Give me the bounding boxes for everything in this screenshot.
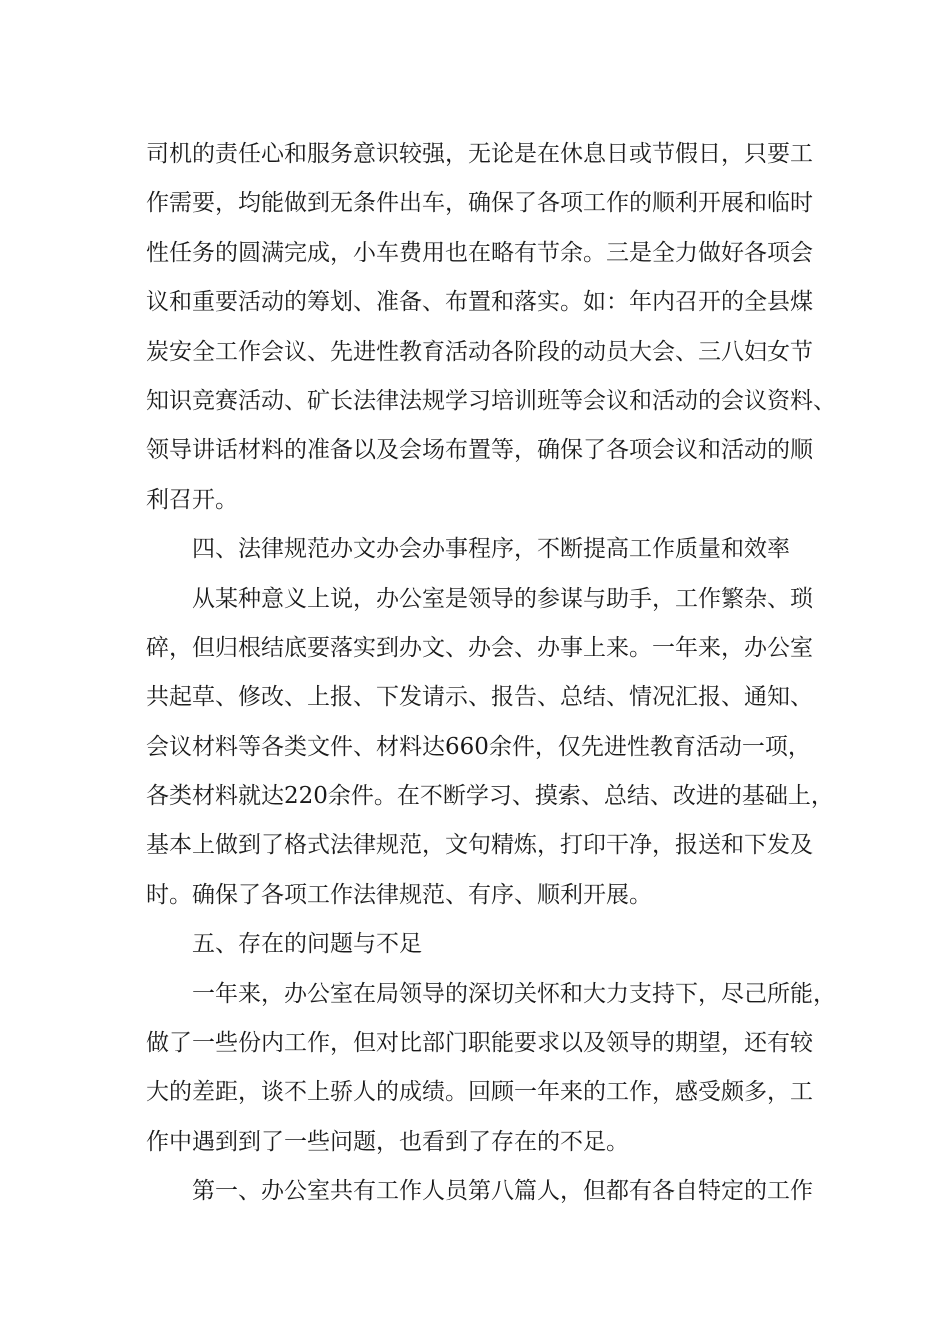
text-line: 议和重要活动的筹划、准备、布置和落实。如：年内召开的全县煤	[146, 289, 813, 316]
text-line: 领导讲话材料的准备以及会场布置等，确保了各项会议和活动的顺	[146, 437, 813, 464]
text-line: 各类材料就达220余件。在不断学习、摸索、总结、改进的基础上，	[146, 783, 834, 810]
text-line: 利召开。	[146, 486, 238, 513]
text-line: 性任务的圆满完成，小车费用也在略有节余。三是全力做好各项会	[146, 239, 813, 266]
text-line: 时。确保了各项工作法律规范、有序、顺利开展。	[146, 881, 652, 908]
text-line: 基本上做到了格式法律规范，文句精炼，打印干净，报送和下发及	[146, 832, 813, 859]
text-line: 作中遇到到了一些问题，也看到了存在的不足。	[146, 1128, 629, 1155]
text-line: 碎，但归根结底要落实到办文、办会、办事上来。一年来，办公室	[146, 634, 813, 661]
section-heading: 五、存在的问题与不足	[192, 931, 422, 958]
text-line: 知识竞赛活动、矿长法律法规学习培训班等会议和活动的会议资料、	[146, 387, 836, 414]
paragraph-start: 第一、办公室共有工作人员第八篇人，但都有各自特定的工作	[192, 1178, 813, 1205]
text-line: 作需要，均能做到无条件出车，确保了各项工作的顺利开展和临时	[146, 190, 813, 217]
paragraph-start: 从某种意义上说，办公室是领导的参谋与助手，工作繁杂、琐	[192, 585, 813, 612]
text-line: 做了一些份内工作，但对比部门职能要求以及领导的期望，还有较	[146, 1030, 813, 1057]
section-heading: 四、法律规范办文办会办事程序，不断提高工作质量和效率	[192, 536, 790, 563]
text-line: 会议材料等各类文件、材料达660余件，仅先进性教育活动一项，	[146, 733, 811, 760]
document-body	[146, 130, 836, 1217]
text-line: 共起草、修改、上报、下发请示、报告、总结、情况汇报、通知、	[146, 684, 813, 711]
text-line: 大的差距，谈不上骄人的成绩。回顾一年来的工作，感受颇多，工	[146, 1079, 813, 1106]
text-line: 司机的责任心和服务意识较强，无论是在休息日或节假日，只要工	[146, 141, 813, 167]
paragraph-start: 一年来，办公室在局领导的深切关怀和大力支持下，尽己所能，	[192, 980, 836, 1007]
text-line: 炭安全工作会议、先进性教育活动各阶段的动员大会、三八妇女节	[146, 338, 813, 365]
